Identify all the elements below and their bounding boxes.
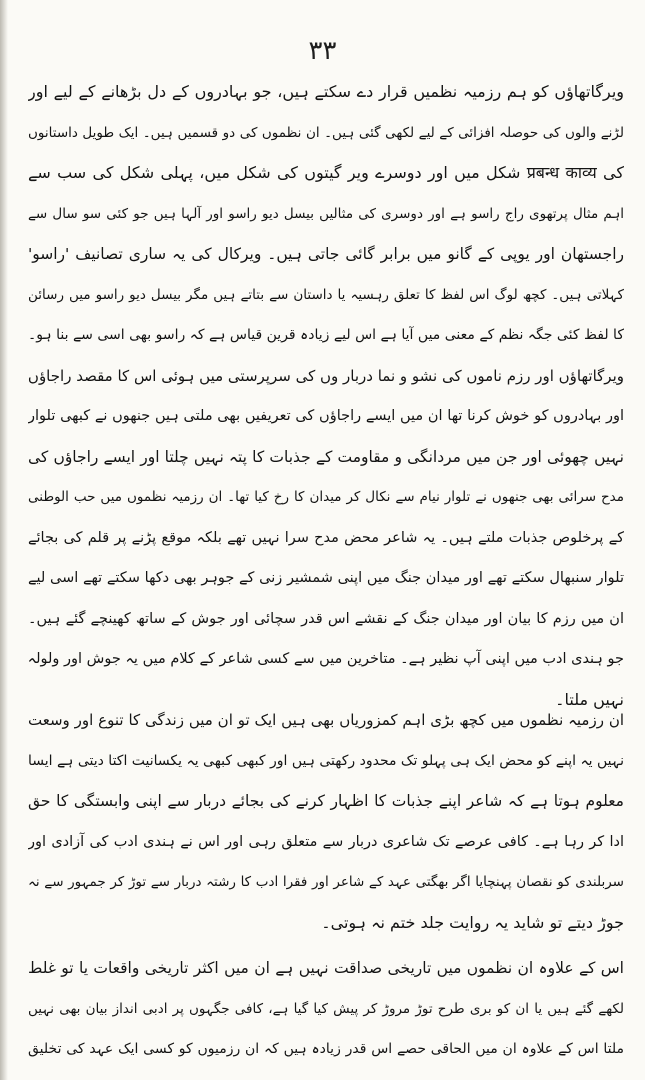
text-line: تلوار سنبھال سکتے تھے اور میدان جنگ میں اپنی شمشیر زنی کے جوہر بھی دکھا سکتے تھے اسی لیے	[28, 570, 624, 586]
text-line: کے پرخلوص جذبات ملتے ہیں۔ یہ شاعر محض مدح سرا نہیں تھے بلکہ موقع پڑنے پر قلم کی بجائے	[28, 529, 624, 546]
text-line: اس کے علاوہ ان نظموں میں تاریخی صداقت نہیں ہے ان میں اکثر تاریخی واقعات یا تو غلط	[28, 959, 624, 977]
page-number: ۳۳	[308, 36, 337, 66]
text-line: لکھے گئے ہیں یا ان کو بری طرح توڑ مروڑ کر پیش کیا گیا ہے، کافی جگہوں پر ادبی انداز بیان بھی نہیں	[28, 1000, 624, 1017]
text-line: جوڑ دیتے تو شاید یہ روایت جلد ختم نہ ہوتی۔	[321, 912, 624, 932]
text-line: مدح سرائی بھی جنھوں نے تلوار نیام سے نکال کر میدان کا رخ کیا تھا۔ ان رزمیہ نظموں میں حب الوطنی	[28, 489, 624, 505]
text-line: ان رزمیہ نظموں میں کچھ بڑی اہم کمزوریاں بھی ہیں ایک تو ان میں زندگی کا تنوع اور وسعت	[28, 711, 624, 729]
paragraph-1	[28, 72, 624, 720]
text-line: نہیں ملتا۔	[555, 689, 624, 709]
text-line: معلوم ہوتا ہے کہ شاعر اپنے جذبات کا اظہار کرنے کی بجائے دربار سے اپنی وابستگی کا حق	[28, 792, 624, 810]
text-line: نہیں یہ اپنے کو محض ایک ہی پہلو تک محدود رکھتی ہیں اور کبھی کبھی یہ یکسانیت اکتا دیتی ہے ایسا	[28, 752, 624, 769]
text-line: کی प्रबन्ध काव्य شکل میں اور دوسرے ویر گیتوں کی شکل میں، پہلی شکل کی سب سے	[28, 163, 624, 182]
paragraph-3	[28, 948, 624, 1070]
text-line: کہلاتی ہیں۔ کچھ لوگ اس لفظ کا تعلق رہسیہ یا داستان سے بتاتے ہیں مگر بیسل دیو راسو میں رسائن	[28, 286, 624, 303]
text-line: ویرگاتھاؤں کو ہم رزمیہ نظمیں قرار دے سکتے ہیں، جو بہادروں کے دل بڑھانے کے لیے اور	[28, 82, 624, 101]
text-line: ویرگاتھاؤں اور رزم ناموں کی نشو و نما دربار وں کی سرپرستی میں ہوئی اس کا مقصد راجاؤں	[28, 366, 624, 385]
text-line: ادا کر رہا ہے۔ کافی عرصے تک شاعری دربار سے متعلق رہی اور اس نے ہندی ادب کی آزادی اور	[28, 833, 624, 850]
text-line: نہیں چھوئی اور جن میں مردانگی و مقاومت کے جذبات کا پتہ نہیں چلتا اور ایسے راجاؤں کی	[28, 447, 624, 466]
text-line: اہم مثال پرتھوی راج راسو ہے اور دوسری کی مثالیں بیسل دیو راسو اور آلہا ہیں جو کئی سو سال سے	[28, 205, 624, 222]
paragraph-2	[28, 700, 624, 943]
text-line: جو ہندی ادب میں اپنی آپ نظیر ہے۔ متاخرین میں سے کسی شاعر کے کلام میں یہ جوش اور ولولہ	[28, 651, 624, 667]
page-binding-shadow	[0, 0, 8, 1080]
text-line: سربلندی کو نقصان پہنچایا اگر بھگتی عہد کے شاعر اور فقرا ادب کا رشتہ دربار سے توڑ کر جمہور سے نہ	[28, 874, 624, 890]
text-line: اور بہادروں کو خوش کرنا تھا ان میں ایسے راجاؤں کی تعریفیں بھی ملتی ہیں جنھوں نے کبھی تلوار	[28, 408, 624, 424]
text-line: ملتا اس کے علاوہ ان میں الحاقی حصے اس قدر زیادہ ہیں کہ ان رزمیوں کو کسی ایک عہد کی تخلیق	[28, 1041, 624, 1057]
text-line: لڑنے والوں کی حوصلہ افزائی کے لیے لکھی گئی ہیں۔ ان نظموں کی دو قسمیں ہیں۔ ایک طویل داستانوں	[28, 124, 624, 141]
text-line: ان میں رزم کا بیان اور میدان جنگ کے نقشے اس قدر سچائی اور جوش کے ساتھ کھینچے گئے ہیں۔	[28, 610, 624, 627]
text-line: کا لفظ کئی جگہ نظم کے معنی میں آیا ہے اس لیے زیادہ قرین قیاس ہے کہ راسو بھی اسی سے بنا ہو۔	[28, 327, 624, 343]
text-line: راجستھان اور یوپی کے گانو میں برابر گائی جاتی ہیں۔ ویرکال کی یہ ساری تصانیف 'راسو'	[28, 245, 624, 263]
